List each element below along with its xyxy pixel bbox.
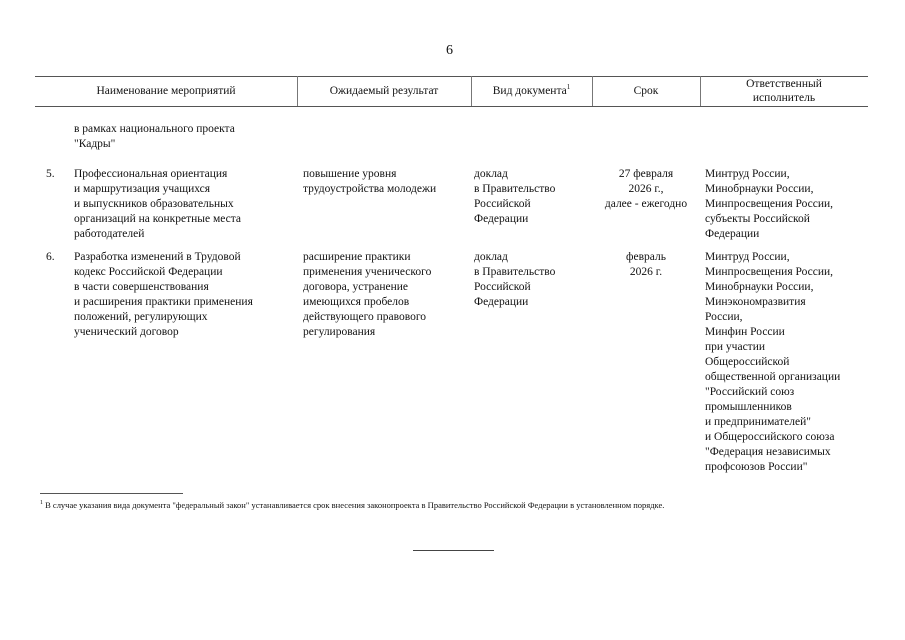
end-of-document-rule (413, 550, 494, 551)
header-doc-type-label: Вид документа$^1$ (492, 83, 571, 97)
header-result-label: Ожидаемый результат (329, 85, 439, 97)
footnote (40, 500, 664, 510)
header-result (297, 76, 471, 106)
row-doc-type: доклад в Правительство Российской Федерации (474, 251, 556, 308)
header-deadline-label: Срок (633, 85, 659, 97)
footnote-mark: 1 (40, 500, 43, 507)
header-deadline (592, 76, 700, 106)
header-doc-type (471, 76, 592, 106)
continuation-text: в рамках национального проекта "Кадры" (74, 123, 235, 150)
row-responsible: Минтруд России, Минобрнауки России, Минпросвещения России, субъекты Российской Федерации (705, 168, 834, 240)
footnote-marker: 1 (566, 83, 571, 92)
footnote-text: В случае указания вида документа "федеральный закон" устанавливается срок внесения законопроекта в Правительство Российской Федерации в установленном порядке. (43, 500, 665, 510)
row-result: расширение практики применения ученического договора, устранение имеющихся пробелов действующего правового регулирования (303, 251, 432, 338)
table-header-bottom-rule (35, 106, 868, 107)
footnote-rule (40, 493, 183, 494)
row-number: 5. (46, 168, 55, 180)
row-deadline: февраль 2026 г. (626, 251, 666, 278)
header-name-label: Наименование мероприятий (96, 85, 236, 97)
row-number: 6. (46, 251, 55, 263)
header-name (35, 76, 297, 106)
row-deadline: 27 февраля 2026 г., далее - ежегодно (604, 168, 688, 210)
header-responsible-label: Ответственный исполнитель (746, 78, 822, 104)
page-number: 6 (446, 43, 453, 58)
row-responsible: Минтруд России, Минпросвещения России, Минобрнауки России, Минэкономразвития России, Минфин России при участии Общероссийской общественной организации "Российский союз промышленников и предпринимателей" и Общероссийского союза "Федерация независимых профсоюзов России" (705, 251, 841, 473)
row-name: Профессиональная ориентация и маршрутизация учащихся и выпускников образовательных организаций на конкретные места работодателей (74, 168, 242, 240)
row-doc-type: доклад в Правительство Российской Федерации (474, 168, 556, 225)
row-name: Разработка изменений в Трудовой кодекс Российской Федерации в части совершенствования и расширения практики применения положений, регулирующих ученический договор (74, 251, 253, 338)
header-responsible (700, 76, 868, 106)
row-result: повышение уровня трудоустройства молодежи (303, 168, 437, 195)
